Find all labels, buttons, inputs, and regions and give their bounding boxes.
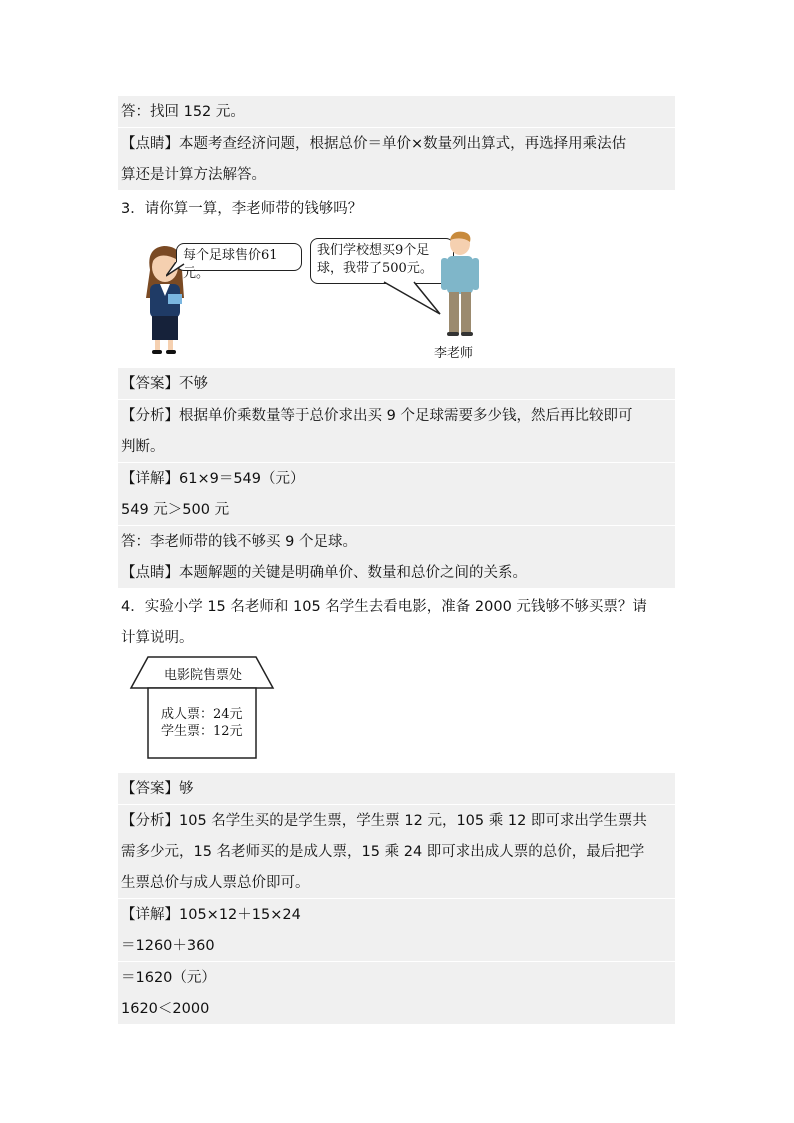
bubble-right-line-2: 球，我带了500元。: [317, 261, 433, 276]
bubble-left-text: 每个足球售价61元。: [183, 248, 278, 281]
answer-line: 答：找回 152 元。: [118, 96, 675, 127]
teacher-label: 李老师: [434, 346, 474, 361]
student-price: 学生票：12元: [161, 724, 243, 739]
q3-analysis-1: 【分析】根据单价乘数量等于总价求出买 9 个足球需要多少钱，然后再比较即可: [118, 400, 675, 431]
bubble-right-line-1: 我们学校想买9个足: [317, 243, 430, 258]
question-3: 3．请你算一算，李老师带的钱够吗？: [121, 201, 363, 217]
q3-figure: [118, 226, 538, 364]
question-4-line-1: 4．实验小学 15 名老师和 105 名学生去看电影，准备 2000 元钱够不够买票？请: [121, 599, 647, 615]
q4-answer: 【答案】够: [118, 773, 675, 804]
ticket-office-sign: [128, 654, 278, 762]
q4-detail-3: ＝1620（元）: [118, 962, 675, 993]
comment-line-2: 算还是计算方法解答。: [118, 159, 675, 190]
q3-detail-3: 答：李老师带的钱不够买 9 个足球。: [118, 526, 675, 557]
speech-bubble-right: [310, 238, 454, 284]
q4-detail-1: 【详解】105×12＋15×24: [118, 899, 675, 930]
q3-analysis-2: 判断。: [118, 431, 675, 462]
q3-detail-1: 【详解】61×9＝549（元）: [118, 463, 675, 494]
question-4-line-2: 计算说明。: [121, 630, 194, 646]
q3-comment: 【点睛】本题解题的关键是明确单价、数量和总价之间的关系。: [118, 557, 675, 588]
q4-analysis-2: 需多少元，15 名老师买的是成人票，15 乘 24 即可求出成人票的总价，最后把学: [118, 836, 675, 867]
teacher-illustration: [438, 230, 482, 338]
q4-detail-2: ＝1260＋360: [118, 930, 675, 961]
speech-bubble-left: [176, 243, 302, 281]
q3-detail-2: 549 元＞500 元: [118, 494, 675, 525]
sign-title: 电影院售票处: [163, 668, 242, 683]
adult-price: 成人票：24元: [161, 707, 243, 722]
q3-answer: 【答案】不够: [118, 368, 675, 399]
q4-analysis-3: 生票总价与成人票总价即可。: [118, 867, 675, 898]
comment-line-1: 【点睛】本题考查经济问题，根据总价＝单价×数量列出算式，再选择用乘法估: [118, 128, 675, 159]
bubble-left-tail: [166, 262, 186, 278]
q4-analysis-1: 【分析】105 名学生买的是学生票，学生票 12 元，105 乘 12 即可求出学生票共: [118, 805, 675, 836]
price-list: [161, 706, 243, 740]
q4-detail-4: 1620＜2000: [118, 993, 675, 1024]
